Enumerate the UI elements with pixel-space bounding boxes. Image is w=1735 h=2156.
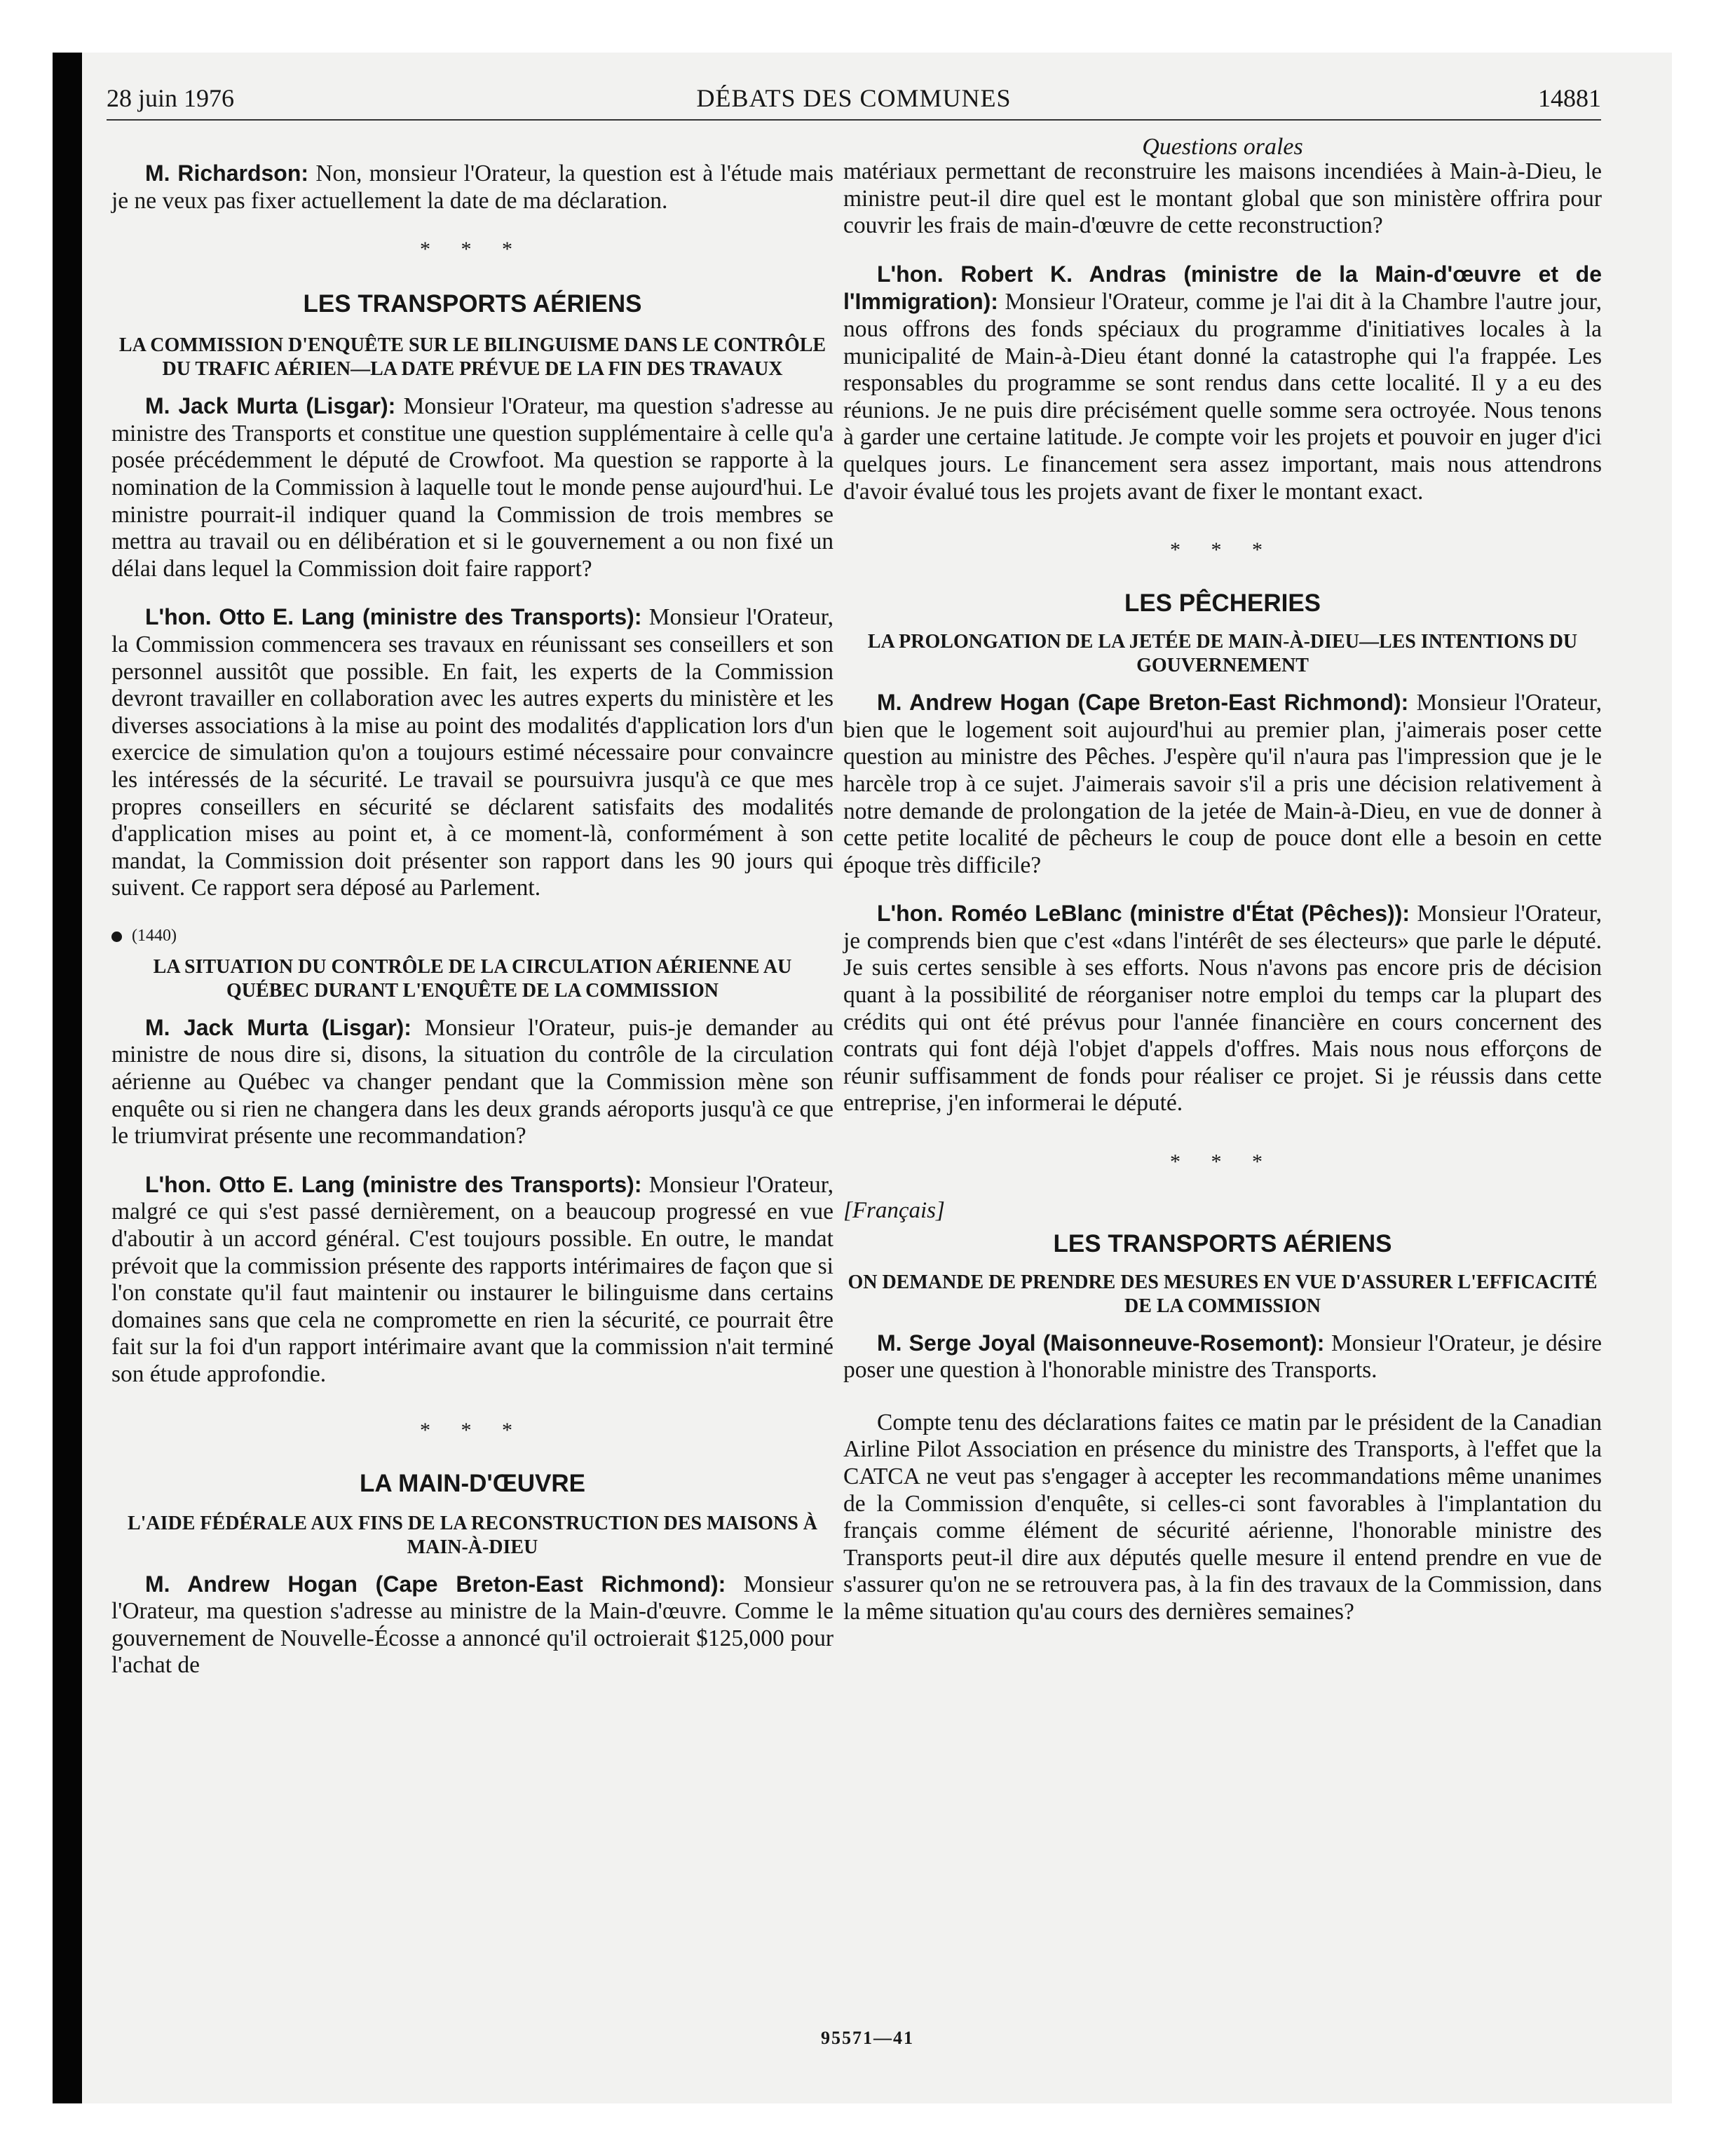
- paragraph: [111, 393, 834, 582]
- speaker-name: M. Andrew Hogan (Cape Breton-East Richmond):: [877, 690, 1409, 716]
- speaker-name: M. Jack Murta (Lisgar):: [145, 1014, 411, 1040]
- running-header: [107, 77, 1601, 121]
- paragraph-text: Monsieur l'Orateur, ma question s'adresse au ministre de la Main-d'œuvre. Comme le gouvernement de Nouvelle-Écosse a annoncé qu'il octroierait $125,000 pour l'achat de: [111, 1571, 834, 1679]
- paragraph-text: Monsieur l'Orateur, malgré ce qui s'est passé dernièrement, on a beaucoup progressé en vue d'aboutir à un accord général. C'est toujours possible. En outre, le mandat prévoit que la commission présente des rapports intérimaires de façon que si l'on constate qu'il faut maintenir ou instaurer le bilinguisme dans certains domaines sans que cela ne compromette en rien la sécurité, ce pourrait être fait sur la foi d'un rapport intérimaire avant que la commission n'ait terminé son étude approfondie.: [111, 1171, 834, 1387]
- section-separator: * * *: [420, 238, 525, 261]
- speaker-name: L'hon. Roméo LeBlanc (ministre d'État (Pêches)):: [877, 901, 1410, 927]
- section-subheading: LA PROLONGATION DE LA JETÉE DE MAIN-À-DIEU—LES INTENTIONS DU GOUVERNEMENT: [867, 631, 1578, 677]
- paragraph: [843, 1330, 1602, 1384]
- section-heading: LES TRANSPORTS AÉRIENS: [1053, 1229, 1392, 1257]
- speaker-name: M. Andrew Hogan (Cape Breton-East Richmond):: [145, 1571, 726, 1597]
- paragraph: [111, 1014, 834, 1150]
- paragraph-text: matériaux permettant de reconstruire les maisons incendiées à Main-à-Dieu, le ministre peut-il dire quel est le montant global que son ministère offrira pour couvrir les frais de main-d'œuvre de cette reconstruction?: [843, 158, 1602, 239]
- paragraph: [843, 158, 1602, 240]
- section-heading: LES TRANSPORTS AÉRIENS: [303, 290, 642, 318]
- speaker-name: M. Serge Joyal (Maisonneuve-Rosemont):: [877, 1330, 1325, 1356]
- paragraph-text: Compte tenu des déclarations faites ce matin par le président de la Canadian Airline Pilot Association en présence du ministre des Transports, à l'effet que la CATCA ne veut pas s'engager à accepter les recommandations même unanimes de la Commission d'enquête, si celles-ci sont favorables à l'implantation du français comme élément de sécurité aérienne, l'honorable ministre des Transports peut-il dire aux députés quelle mesure il entend prendre en vue de s'assurer qu'on ne se retrouvera pas, à la fin des travaux de la Commission, dans la même situation qu'au cours des dernières semaines?: [843, 1409, 1602, 1625]
- section-subheading: ON DEMANDE DE PRENDRE DES MESURES EN VUE D'ASSURER L'EFFICACITÉ DE LA COMMISSION: [848, 1271, 1598, 1317]
- section-subheading: L'AIDE FÉDÉRALE AUX FINS DE LA RECONSTRUCTION DES MAISONS À MAIN-À-DIEU: [127, 1512, 818, 1558]
- header-title: DÉBATS DES COMMUNES: [696, 84, 1012, 112]
- section-subheader: Questions orales: [1142, 134, 1303, 160]
- paragraph: [111, 160, 834, 214]
- right-column: [843, 158, 1602, 1626]
- speaker-name: M. Richardson:: [145, 161, 309, 186]
- binding-edge: [53, 53, 82, 2103]
- language-note: [Français]: [843, 1198, 945, 1224]
- header-page-number: 14881: [1538, 84, 1601, 112]
- paragraph-text: Monsieur l'Orateur, puis-je demander au ministre de nous dire si, disons, la situation du contrôle de la circulation aérienne au Québec va changer pendant que la Commission mène son enquête ou si rien ne changera dans les deux grands aéroports jusqu'à ce que le triumvirat présente une recommandation?: [111, 1014, 834, 1149]
- header-date: 28 juin 1976: [107, 84, 235, 112]
- time-marker: [111, 923, 834, 948]
- section-heading: LES PÊCHERIES: [1124, 589, 1321, 618]
- paragraph: [111, 1571, 834, 1679]
- speaker-name: L'hon. Otto E. Lang (ministre des Transports):: [145, 604, 642, 630]
- section-subheading: LA COMMISSION D'ENQUÊTE SUR LE BILINGUISME DANS LE CONTRÔLE DU TRAFIC AÉRIEN—LA DATE PRÉVUE DE LA FIN DES TRAVAUX: [118, 334, 826, 381]
- section-heading: LA MAIN-D'ŒUVRE: [359, 1469, 585, 1497]
- paragraph: [111, 603, 834, 902]
- speaker-name: M. Jack Murta (Lisgar):: [145, 393, 396, 419]
- section-separator: * * *: [420, 1418, 525, 1442]
- paragraph: [843, 261, 1602, 505]
- paragraph-text: Monsieur l'Orateur, comme je l'ai dit à la Chambre l'autre jour, nous offrons des fonds spéciaux du programme d'initiatives locales à la municipalité de Main-à-Dieu étant donné la catastrophe qui l'a frappée. Les responsables du programme se sont rendus dans cette localité. Il y a eu des réunions. Je ne puis dire précisément quelle somme sera octroyée. Nous tenons à garder une certaine latitude. Je compte voir les projets et pouvoir en juger d'ici quelques jours. Le financement sera assez important, mais nous attendrons d'avoir évalué tous les projets avant de fixer le montant exact.: [843, 289, 1602, 505]
- paragraph-text: Non, monsieur l'Orateur, la question est à l'étude mais je ne veux pas fixer actuellement la date de ma déclaration.: [111, 161, 834, 214]
- paragraph: [111, 1171, 834, 1389]
- paragraph: [843, 900, 1602, 1117]
- speaker-name: L'hon. Otto E. Lang (ministre des Transports):: [145, 1171, 642, 1197]
- printer-signature: 95571—41: [821, 2028, 914, 2048]
- section-separator: * * *: [1170, 538, 1275, 562]
- paragraph-text: Monsieur l'Orateur, je comprends bien que c'est «dans l'intérêt de ses électeurs» que parle le député. Je suis certes sensible à ses efforts. Nous n'avons pas encore pris de décision quant à la possibilité de réorganiser notre emploi du temps car la plupart des crédits qui ont été prévus pour l'année financière en cours concernent des contrats qui font déjà l'objet d'appels d'offres. Mais nous nous efforçons de réunir suffisamment de fonds pour réaliser ce projet. Si je réussis dans cette entreprise, j'en informerai le député.: [843, 901, 1602, 1117]
- left-column: [111, 160, 834, 1679]
- section-subheading: LA SITUATION DU CONTRÔLE DE LA CIRCULATION AÉRIENNE AU QUÉBEC DURANT L'ENQUÊTE DE LA COMMISSION: [153, 955, 792, 1002]
- bullet-icon: [111, 932, 122, 942]
- paragraph-text: Monsieur l'Orateur, ma question s'adresse au ministre des Transports et constitue une question supplémentaire à celle qu'a posée précédemment le député de Crowfoot. Ma question se rapporte à la nomination de la Commission à laquelle tout le monde pense aujourd'hui. Le ministre pourrait-il indiquer quand la Commission de trois membres se mettra au travail ou en délibération et si le gouvernement a ou non fixé un délai dans lequel la Commission doit faire rapport?: [111, 393, 834, 582]
- time-marker-text: (1440): [132, 926, 177, 945]
- paragraph: [843, 1410, 1602, 1626]
- section-separator: * * *: [1170, 1150, 1275, 1174]
- speaker-name: L'hon. Robert K. Andras (ministre de la Main-d'œuvre et de l'Immigration):: [843, 261, 1602, 315]
- paragraph-text: Monsieur l'Orateur, bien que le logement soit aujourd'hui au premier plan, j'aimerais poser cette question au ministre des Pêches. J'espère qu'il n'aura pas l'impression que je le harcèle trop à ce sujet. J'aimerais savoir s'il a pris une décision relativement à notre demande de prolongation de la jetée de Main-à-Dieu, en vue de donner à cette petite localité de pêcheurs le coup de pouce dont elle a besoin en cette époque très difficile?: [843, 690, 1602, 878]
- paragraph-text: Monsieur l'Orateur, je désire poser une question à l'honorable ministre des Transports.: [843, 1330, 1603, 1384]
- paragraph: [843, 689, 1602, 879]
- paragraph-text: Monsieur l'Orateur, la Commission commencera ses travaux en réunissant ses conseillers et son personnel aussitôt que possible. En fait, les experts de la Commission devront travailler en collaboration avec les autres experts du ministère et les diverses associations à la mise au point des modalités d'application lors d'un exercice de simulation qu'on a toujours estimé nécessaire pour convaincre les intéressés de la sécurité. Le travail se poursuivra jusqu'à ce que mes propres conseillers en sécurité se déclarent satisfaits des modalités d'application mises au point et, à ce moment-là, conformément à son mandat, la Commission doit présenter son rapport dans les 90 jours qui suivent. Ce rapport sera déposé au Parlement.: [111, 604, 834, 901]
